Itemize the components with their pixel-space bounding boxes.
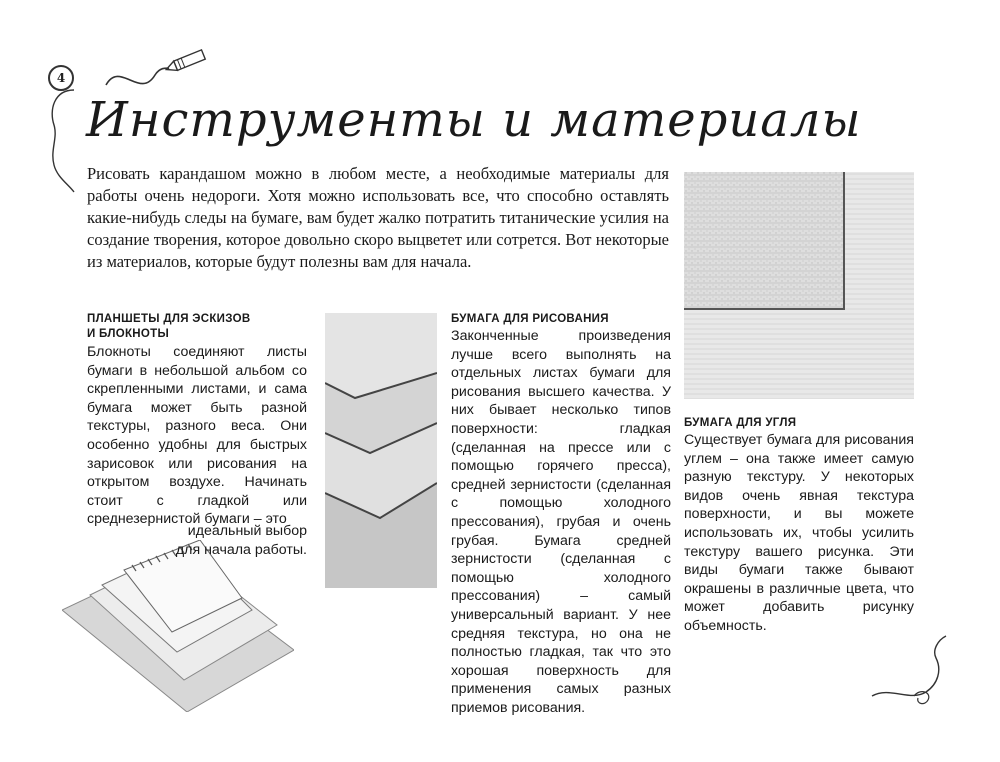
section-body-sketchpads-tail: идеальный выбор для начала работы. [175,523,307,558]
charcoal-paper-image [684,172,914,399]
intro-paragraph: Рисовать карандашом можно в любом месте, а необходимые материалы для работы очень недороги. Хотя можно использовать все, что способно оставлять какие-нибудь следы на бумаге, вам будет жалко потратить титанические усилия на создание творения, которое довольно скоро выцветет или сотрется. Вот некоторые из материалов, которые будут полезны вам для начала. [87,164,669,271]
section-heading-charcoal-paper: БУМАГА ДЛЯ УГЛЯ [684,417,797,429]
section-heading-line: И БЛОКНОТЫ [87,328,170,340]
section-body-charcoal-paper: Существует бумага для рисования углем – она также имеет самую разную текстуру. У некоторых видов очень явная текстура поверхности, и вы можете использовать их, чтобы усилить текстуру вашего рисунка. Эти виды бумаги также бывают окрашены в различные цвета, что может добавить рисунку объемность. [684,432,914,634]
section-heading-sketchpads [87,312,307,342]
section-body-drawing-paper: Законченные произведения лучше всего выполнять на отдельных листах бумаги для рисования высшего качества. У них бывает несколько типов поверхности: гладкая (сделанная на прессе или с помощью горячего пресса), средней зернистости (сделанная с помощью холодного прессования), грубая и очень грубая. Бумага средней зернистости (сделанная с помощью холодного прессования) – самый универсальный вариант. У нее средняя текстура, но она не полностью гладкая, так что это хорошая поверхность для применения самых разных приемов рисования. [451,328,671,716]
page-title: Инструменты и материалы [86,92,862,148]
swirl-ornament-left [44,80,84,200]
swirl-ornament-right [870,630,950,710]
page-number: 4 [56,71,66,85]
section-body-sketchpads: Блокноты соединяют листы бумаги в небольшой альбом со скрепленными листами, и сама бумага может быть разной текстуры, разного веса. Они особенно удобны для быстрых зарисовок или рисования на открытом воздухе. Начинать стоит с гладкой или среднезернистой бумаги – это [87,344,307,528]
section-heading-drawing-paper: БУМАГА ДЛЯ РИСОВАНИЯ [451,313,609,325]
section-heading-line: ПЛАНШЕТЫ ДЛЯ ЭСКИЗОВ [87,313,251,325]
drawing-paper-image [325,313,437,588]
sketchpads-image [62,540,294,712]
page-number-badge [48,65,74,91]
